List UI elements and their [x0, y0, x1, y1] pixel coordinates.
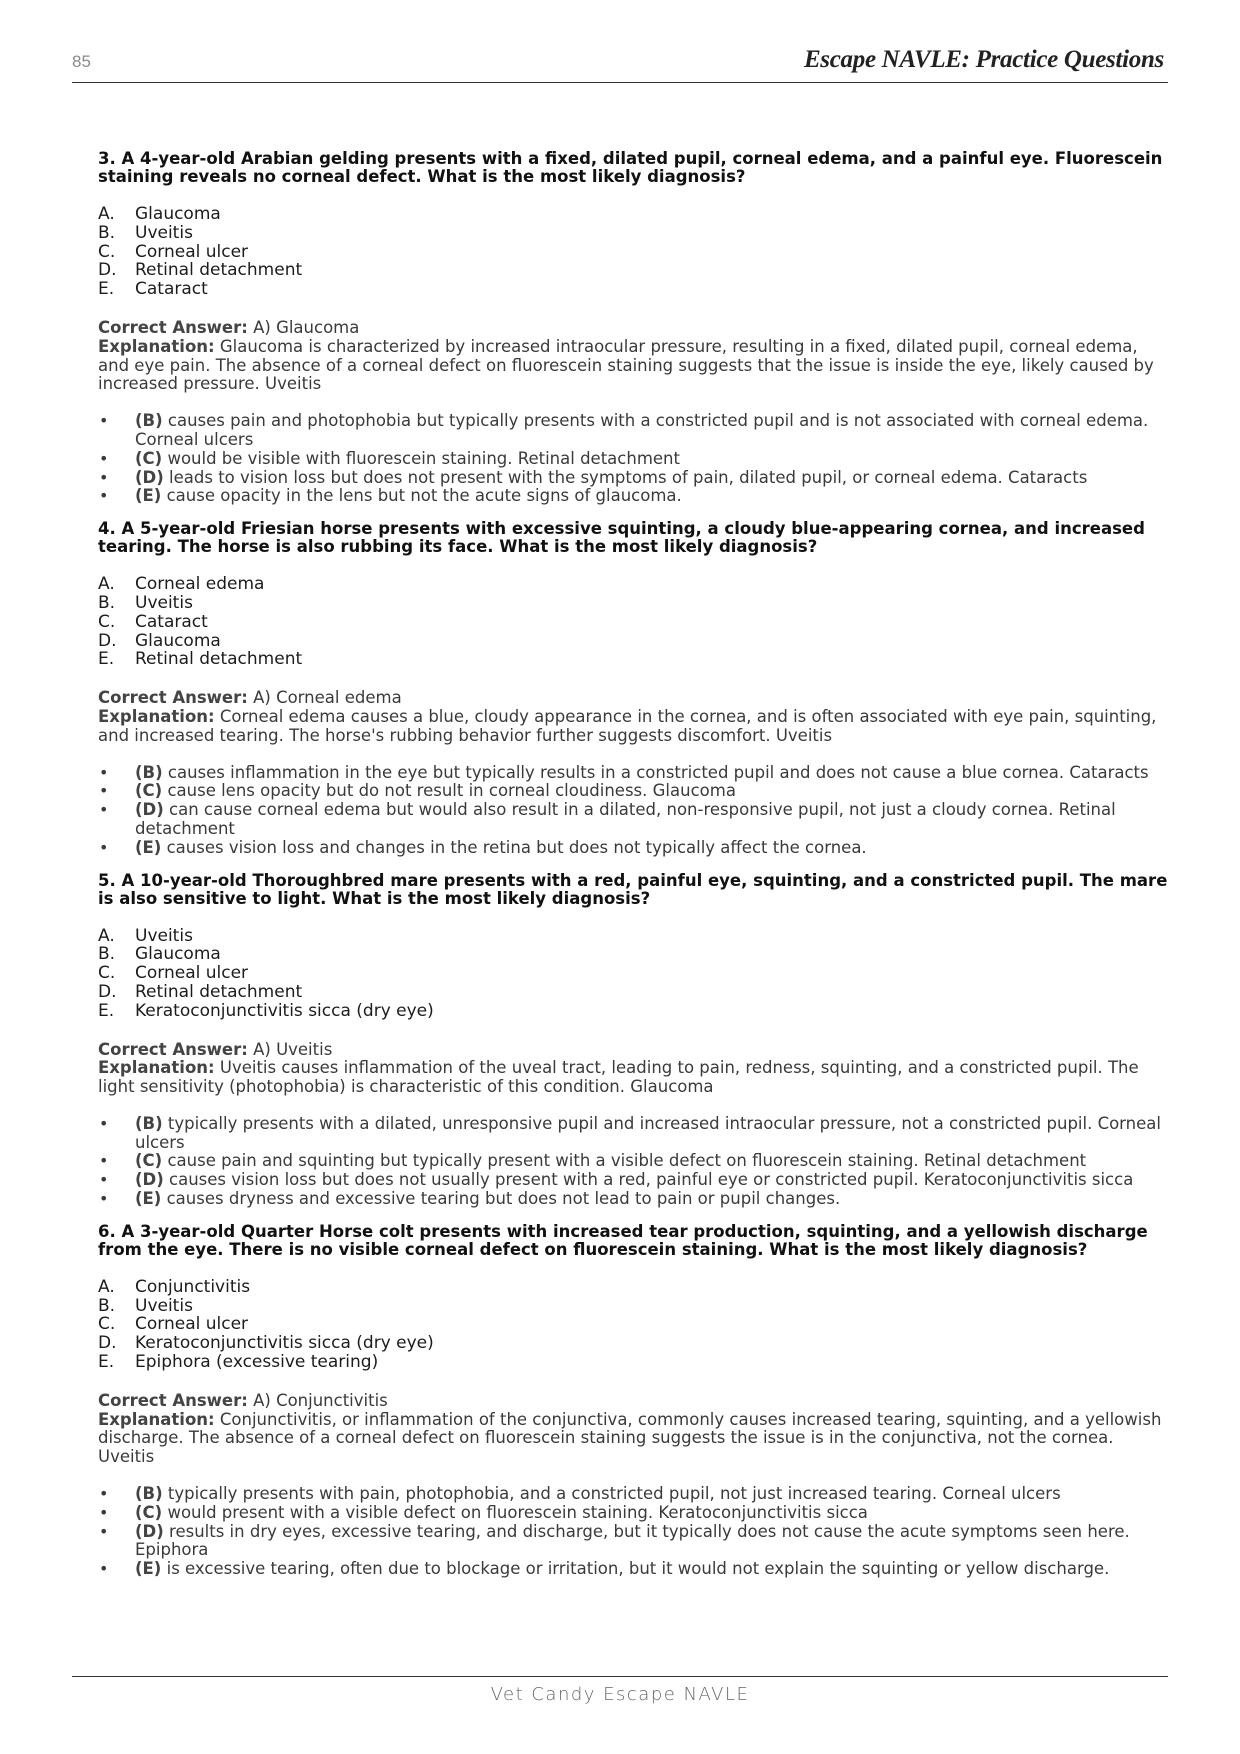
distractor-ref: (B) — [135, 1113, 163, 1133]
option-text: Retinal detachment — [135, 649, 303, 670]
option-letter: B. — [98, 592, 116, 613]
bullet-icon: • — [99, 800, 109, 820]
distractor-item — [98, 801, 1170, 839]
distractor-item — [98, 782, 1170, 801]
distractor-reason: can cause corneal edema but would also result in a dilated, non-responsive pupil, not just a cloudy cornea. Retinal detachment — [135, 800, 1116, 838]
answer-option — [98, 224, 1170, 243]
option-letter: D. — [98, 1333, 117, 1354]
explanation-line — [98, 1059, 1170, 1097]
footer-divider — [72, 1676, 1168, 1677]
question-text: 5. A 10-year-old Thoroughbred mare presents with a red, painful eye, squinting, and a constricted pupil. The mare is also sensitive to light. What is the most likely diagnosis? — [98, 870, 1168, 908]
explanation-text: Conjunctivitis, or inflammation of the conjunctiva, commonly causes increased tearing, squinting, and a yellowish discharge. The absence of a corneal defect on fluorescein staining suggests the issue is in the conjunctiva, not the cornea. Uveitis — [98, 1409, 1162, 1467]
distractor-item — [98, 1190, 1170, 1209]
correct-answer-value: A) Uveitis — [253, 1039, 333, 1059]
option-text: Corneal ulcer — [135, 241, 249, 262]
page-title: Escape NAVLE: Practice Questions — [803, 46, 1164, 73]
bullet-icon: • — [99, 1151, 109, 1171]
option-text: Corneal edema — [135, 574, 265, 595]
answer-option — [98, 964, 1170, 983]
distractor-item — [98, 839, 1170, 858]
distractor-item — [98, 1523, 1170, 1561]
distractor-item — [98, 412, 1170, 450]
distractor-reason: typically presents with pain, photophobia, and a constricted pupil, not just increased tearing. Corneal ulcers — [167, 1484, 1061, 1504]
option-letter: C. — [98, 611, 116, 632]
question-block — [98, 150, 1170, 506]
explanation-line — [98, 708, 1170, 746]
distractor-ref: (D) — [135, 1170, 164, 1190]
distractor-reason: cause lens opacity but do not result in corneal cloudiness. Glaucoma — [167, 781, 736, 801]
option-text: Uveitis — [135, 925, 193, 946]
bullet-icon: • — [99, 411, 109, 431]
distractor-text — [135, 1485, 1061, 1504]
question-block — [98, 520, 1170, 857]
explanation-text: Uveitis causes inflammation of the uveal tract, leading to pain, redness, squinting, and a constricted pupil. The light sensitivity (photophobia) is characteristic of this condition. Glaucoma — [98, 1058, 1139, 1097]
distractor-list — [98, 412, 1170, 506]
distractor-ref: (C) — [135, 1151, 163, 1171]
bullet-icon: • — [99, 781, 109, 801]
bullet-icon: • — [99, 1113, 109, 1133]
distractor-text — [135, 764, 1149, 783]
distractor-item — [98, 1171, 1170, 1190]
explanation-label: Explanation: — [98, 706, 215, 726]
option-text: Glaucoma — [135, 204, 221, 224]
distractor-item — [98, 1115, 1170, 1153]
option-letter: C. — [98, 963, 116, 984]
bullet-icon: • — [99, 467, 109, 487]
distractor-item — [98, 1504, 1170, 1523]
bullet-icon: • — [99, 1502, 109, 1522]
correct-answer-line — [98, 1392, 1170, 1411]
distractor-item — [98, 469, 1170, 488]
correct-answer-line — [98, 1041, 1170, 1060]
answer-option — [98, 1334, 1170, 1353]
correct-answer-value: A) Conjunctivitis — [253, 1390, 388, 1410]
explanation-text: Corneal edema causes a blue, cloudy appearance in the cornea, and is often associated with eye pain, squinting, and increased tearing. The horse's rubbing behavior further suggests discomfort. Uveitis — [98, 706, 1157, 745]
answer-options — [98, 1278, 1170, 1372]
answer-option — [98, 594, 1170, 613]
answer-option — [98, 261, 1170, 280]
option-letter: E. — [98, 1352, 115, 1373]
option-letter: E. — [98, 1000, 115, 1021]
answer-explanation — [98, 689, 1170, 745]
distractor-text — [135, 1115, 1170, 1153]
answer-options — [98, 927, 1170, 1021]
answer-option — [98, 632, 1170, 651]
option-text: Glaucoma — [135, 944, 221, 965]
bullet-icon: • — [99, 1189, 109, 1209]
distractor-ref: (C) — [135, 448, 163, 468]
answer-option — [98, 575, 1170, 594]
header-divider — [72, 82, 1168, 83]
distractor-text — [135, 1152, 1086, 1171]
answer-option — [98, 205, 1170, 224]
distractor-reason: causes dryness and excessive tearing but does not lead to pain or pupil changes. — [166, 1189, 841, 1209]
distractor-text — [135, 839, 867, 858]
correct-answer-value: A) Glaucoma — [253, 317, 360, 337]
bullet-icon: • — [99, 762, 109, 782]
distractor-item — [98, 1560, 1170, 1579]
explanation-line — [98, 1411, 1170, 1467]
option-letter: B. — [98, 222, 116, 243]
bullet-icon: • — [99, 1559, 109, 1579]
distractor-reason: cause opacity in the lens but not the acute signs of glaucoma. — [166, 486, 682, 506]
distractor-reason: cause pain and squinting but typically present with a visible defect on fluorescein staining. Retinal detachment — [167, 1151, 1087, 1171]
distractor-item — [98, 1485, 1170, 1504]
option-text: Uveitis — [135, 222, 193, 243]
answer-option — [98, 983, 1170, 1002]
option-letter: D. — [98, 260, 117, 281]
footer-text: Vet Candy Escape NAVLE — [490, 1684, 750, 1705]
explanation-label: Explanation: — [98, 1409, 215, 1429]
option-text: Keratoconjunctivitis sicca (dry eye) — [135, 1333, 434, 1354]
distractor-ref: (C) — [135, 781, 163, 801]
option-letter: B. — [98, 1295, 116, 1316]
distractor-ref: (D) — [135, 800, 164, 820]
correct-answer-label: Correct Answer: — [98, 1039, 248, 1059]
distractor-reason: causes vision loss but does not usually present with a red, painful eye or constricted pupil. Keratoconjunctivitis sicca — [169, 1170, 1134, 1190]
correct-answer-value: A) Corneal edema — [253, 688, 402, 708]
option-letter: A. — [98, 925, 115, 946]
distractor-text — [135, 450, 680, 469]
answer-options — [98, 205, 1170, 299]
distractor-reason: would be visible with fluorescein staining. Retinal detachment — [167, 448, 680, 468]
question-text: 4. A 5-year-old Friesian horse presents with excessive squinting, a cloudy blue-appearing cornea, and increased tearing. The horse is also rubbing its face. What is the most likely diagnosis? — [98, 519, 1145, 557]
distractor-reason: causes pain and photophobia but typically presents with a constricted pupil and is not associated with corneal edema. Corneal ulcers — [135, 411, 1149, 449]
distractor-list — [98, 764, 1170, 858]
distractor-ref: (D) — [135, 1521, 164, 1541]
distractor-reason: causes inflammation in the eye but typically results in a constricted pupil and does not cause a blue cornea. Cataracts — [167, 762, 1149, 782]
option-text: Retinal detachment — [135, 981, 303, 1002]
bullet-icon: • — [99, 837, 109, 857]
bullet-icon: • — [99, 1170, 109, 1190]
distractor-ref: (B) — [135, 1484, 163, 1504]
distractor-ref: (B) — [135, 762, 163, 782]
distractor-text — [135, 1190, 840, 1209]
question-text: 3. A 4-year-old Arabian gelding presents with a fixed, dilated pupil, corneal edema, and a painful eye. Fluorescein staining reveals no corneal defect. What is the most likely diagnosis? — [98, 149, 1163, 186]
question-block — [98, 1223, 1170, 1579]
option-text: Corneal ulcer — [135, 963, 249, 984]
explanation-line — [98, 338, 1170, 394]
correct-answer-label: Correct Answer: — [98, 317, 248, 337]
distractor-list — [98, 1485, 1170, 1579]
correct-answer-line — [98, 689, 1170, 708]
answer-option — [98, 243, 1170, 262]
answer-option — [98, 1315, 1170, 1334]
distractor-ref: (B) — [135, 411, 163, 431]
option-text: Corneal ulcer — [135, 1314, 249, 1335]
distractor-ref: (E) — [135, 1189, 162, 1209]
distractor-reason: causes vision loss and changes in the retina but does not typically affect the cornea. — [166, 837, 867, 857]
distractor-text — [135, 1504, 868, 1523]
question-block — [98, 872, 1170, 1209]
correct-answer-label: Correct Answer: — [98, 1390, 248, 1410]
distractor-ref: (C) — [135, 1502, 163, 1522]
questions-container — [98, 150, 1170, 1593]
answer-options — [98, 575, 1170, 669]
distractor-text — [135, 487, 682, 506]
option-text: Uveitis — [135, 1295, 193, 1316]
distractor-item — [98, 1152, 1170, 1171]
answer-option — [98, 1353, 1170, 1372]
distractor-text — [135, 1171, 1133, 1190]
correct-answer-line — [98, 319, 1170, 338]
distractor-text — [135, 469, 1087, 488]
option-text: Keratoconjunctivitis sicca (dry eye) — [135, 1000, 434, 1021]
distractor-ref: (D) — [135, 467, 164, 487]
explanation-label: Explanation: — [98, 1058, 215, 1078]
distractor-reason: results in dry eyes, excessive tearing, and discharge, but it typically does not cause the acute symptoms seen here. Epiphora — [135, 1521, 1130, 1560]
distractor-text — [135, 801, 1170, 839]
answer-option — [98, 1002, 1170, 1021]
distractor-list — [98, 1115, 1170, 1209]
option-text: Cataract — [135, 611, 208, 632]
bullet-icon: • — [99, 1521, 109, 1541]
distractor-reason: is excessive tearing, often due to blockage or irritation, but it would not explain the squinting or yellow discharge. — [166, 1559, 1110, 1579]
distractor-reason: leads to vision loss but does not present with the symptoms of pain, dilated pupil, or corneal edema. Cataracts — [169, 467, 1088, 487]
answer-explanation — [98, 319, 1170, 394]
answer-option — [98, 1297, 1170, 1316]
bullet-icon: • — [99, 448, 109, 468]
answer-option — [98, 613, 1170, 632]
answer-option — [98, 280, 1170, 299]
option-letter: D. — [98, 630, 117, 651]
option-letter: A. — [98, 204, 115, 224]
explanation-text: Glaucoma is characterized by increased intraocular pressure, resulting in a fixed, dilated pupil, corneal edema, and eye pain. The absence of a corneal defect on fluorescein staining suggests that the issue is inside the eye, likely caused by increased pressure. Uveitis — [98, 336, 1154, 394]
distractor-text — [135, 412, 1170, 450]
page-number: 85 — [72, 52, 91, 71]
distractor-text — [135, 782, 736, 801]
distractor-reason: would present with a visible defect on fluorescein staining. Keratoconjunctivitis sicca — [167, 1502, 868, 1522]
bullet-icon: • — [99, 1484, 109, 1504]
answer-option — [98, 945, 1170, 964]
option-text: Retinal detachment — [135, 260, 303, 281]
answer-option — [98, 650, 1170, 669]
option-letter: A. — [98, 574, 115, 595]
distractor-ref: (E) — [135, 486, 162, 506]
distractor-item — [98, 764, 1170, 783]
option-text: Conjunctivitis — [135, 1276, 251, 1297]
option-letter: E. — [98, 279, 115, 300]
option-text: Cataract — [135, 279, 208, 300]
option-letter: A. — [98, 1276, 115, 1297]
option-text: Uveitis — [135, 592, 193, 613]
correct-answer-label: Correct Answer: — [98, 688, 248, 708]
distractor-item — [98, 487, 1170, 506]
distractor-ref: (E) — [135, 1559, 162, 1579]
option-letter: C. — [98, 1314, 116, 1335]
distractor-reason: typically presents with a dilated, unresponsive pupil and increased intraocular pressure, not a constricted pupil. Corneal ulcers — [135, 1113, 1161, 1152]
answer-explanation — [98, 1041, 1170, 1097]
option-text: Epiphora (excessive tearing) — [135, 1352, 379, 1373]
answer-option — [98, 927, 1170, 946]
explanation-label: Explanation: — [98, 336, 215, 356]
option-letter: B. — [98, 944, 116, 965]
distractor-text — [135, 1523, 1170, 1561]
distractor-item — [98, 450, 1170, 469]
bullet-icon: • — [99, 486, 109, 506]
distractor-text — [135, 1560, 1109, 1579]
option-letter: D. — [98, 981, 117, 1002]
answer-explanation — [98, 1392, 1170, 1467]
answer-option — [98, 1278, 1170, 1297]
option-letter: E. — [98, 649, 115, 670]
question-text: 6. A 3-year-old Quarter Horse colt presents with increased tear production, squinting, and a yellowish discharge from the eye. There is no visible corneal defect on fluorescein staining. What is the most likely diagnosis? — [98, 1221, 1148, 1259]
option-text: Glaucoma — [135, 630, 221, 651]
option-letter: C. — [98, 241, 116, 262]
distractor-ref: (E) — [135, 837, 162, 857]
